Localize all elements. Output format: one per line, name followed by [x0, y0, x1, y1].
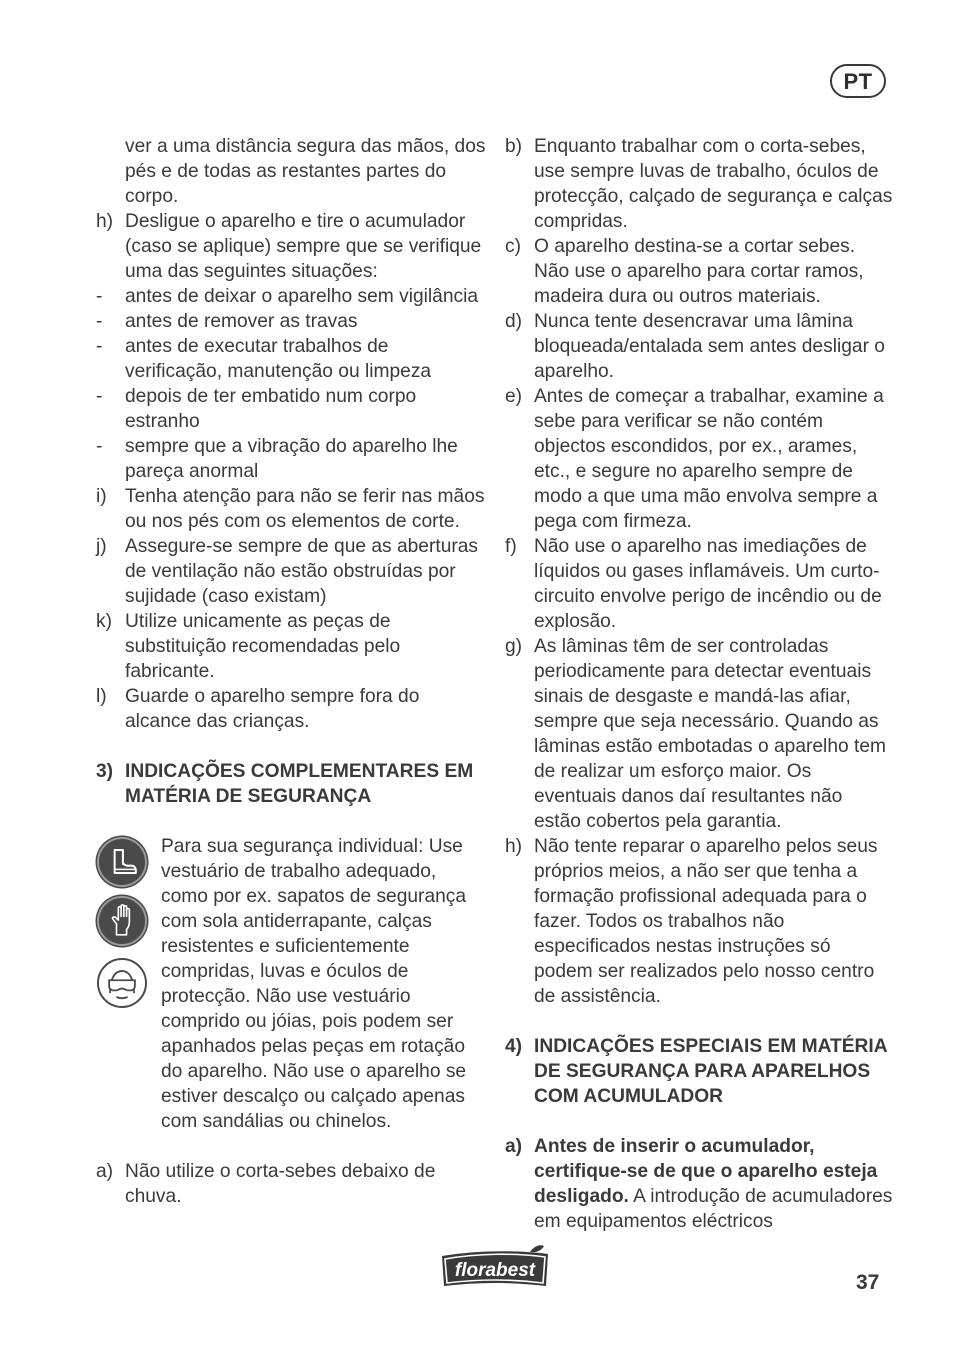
list-text: Guarde o aparelho sempre fora do alcance das crianças. [125, 686, 420, 732]
list-text: Tenha atenção para não se ferir nas mãos ou nos pés com os elementos de corte. [125, 486, 485, 532]
section-number: 3) [96, 761, 114, 782]
safety-goggles-icon [97, 958, 147, 1008]
list-item-e [505, 384, 893, 534]
list-text: Assegure-se sempre de que as aberturas de ventilação não estão obstruídas por sujidade (caso existam) [125, 536, 479, 607]
list-label: i) [96, 486, 107, 507]
list-text: Desligue o aparelho e tire o acumulador (caso se aplique) sempre que se verifique uma das seguintes situações: [125, 211, 482, 282]
list-item-i [96, 484, 486, 534]
bullet-dash: - [96, 336, 103, 357]
bullet-text: depois de ter embatido num corpo estranho [125, 386, 417, 432]
list-text: Não use o aparelho nas imediações de líquidos ou gases inflamáveis. Um curto-circuito envolve perigo de incêndio ou de explosão. [534, 536, 882, 632]
bullet-text: antes de executar trabalhos de verificação, manutenção ou limpeza [125, 336, 432, 382]
list-item-f [505, 534, 893, 634]
brand-name: florabest [454, 1260, 536, 1281]
list-item-b [505, 134, 893, 234]
list-item-a [96, 1159, 486, 1209]
bullet-dash: - [96, 311, 103, 332]
list-label: a) [96, 1161, 114, 1182]
list-label: g) [505, 636, 523, 657]
list-item-j [96, 534, 486, 609]
section-number: 4) [505, 1036, 523, 1057]
list-label: c) [505, 236, 521, 257]
list-item-d [505, 309, 893, 384]
list-text: Não tente reparar o aparelho pelos seus próprios meios, a não ser que tenha a formação profissional adequada para o fazer. Todos os trabalhos não especificados nestas instruções só podem ser realizados pelo nosso centro de assistência. [534, 836, 878, 1007]
bullet-item [96, 309, 486, 334]
bullet-text: antes de remover as travas [125, 311, 358, 332]
bullet-text: antes de deixar o aparelho sem vigilância [125, 286, 479, 307]
list-label: j) [96, 536, 107, 557]
continued-paragraph: ver a uma distância segura das mãos, dos pés e de todas as restantes partes do corpo. [125, 136, 486, 207]
bullet-text: sempre que a vibração do aparelho lhe pareça anormal [125, 436, 458, 482]
protective-gloves-icon [97, 896, 147, 946]
ppe-block [96, 834, 486, 1134]
bullet-dash: - [96, 386, 103, 407]
list-item-h [505, 834, 893, 1009]
list-text: Não utilize o corta-sebes debaixo de chuva. [125, 1161, 436, 1207]
body-text: A introdução de acumuladores em equipamentos eléctricos [534, 1186, 893, 1232]
list-label: e) [505, 386, 523, 407]
emphasis-text: Antes de inserir o acumulador, certifique-se de que o aparelho esteja desligado. [534, 1136, 878, 1207]
bullet-item [96, 334, 486, 384]
list-text [534, 1134, 893, 1234]
bullet-dash: - [96, 286, 103, 307]
list-label: a) [505, 1136, 523, 1157]
page-number: 37 [856, 1271, 880, 1294]
right-column [505, 134, 893, 1234]
bullet-dash: - [96, 436, 103, 457]
florabest-logo [438, 1244, 552, 1290]
list-text: Utilize unicamente as peças de substituição recomendadas pelo fabricante. [125, 611, 401, 682]
section-3-heading [96, 759, 486, 809]
list-label: h) [505, 836, 523, 857]
list-item-h [96, 209, 486, 284]
section-title: INDICAÇÕES COMPLEMENTARES EM MATÉRIA DE SEGURANÇA [125, 761, 474, 807]
list-label: h) [96, 211, 114, 232]
language-badge: PT [830, 64, 886, 98]
list-text: Nunca tente desencravar uma lâmina bloqueada/entalada sem antes desligar o aparelho. [534, 311, 885, 382]
section-4-heading [505, 1034, 893, 1109]
list-item-k [96, 609, 486, 684]
list-item-l [96, 684, 486, 734]
list-label: d) [505, 311, 523, 332]
list-item-g [505, 634, 893, 834]
list-item-a [505, 1134, 893, 1234]
ppe-icon-column [96, 834, 161, 1134]
list-label: f) [505, 536, 517, 557]
list-text: As lâminas têm de ser controladas periodicamente para detectar eventuais sinais de desgaste e mandá-las afiar, sempre que seja necessário. Quando as lâminas estão embotadas o aparelho tem de realizar um esforço maior. Os eventuais danos daí resultantes não estão cobertos pela garantia. [534, 636, 886, 832]
list-label: b) [505, 136, 523, 157]
left-column [96, 134, 486, 1209]
list-text: O aparelho destina-se a cortar sebes. Não use o aparelho para cortar ramos, madeira dura ou outros materiais. [534, 236, 864, 307]
list-label: l) [96, 686, 107, 707]
list-label: k) [96, 611, 112, 632]
section-title: INDICAÇÕES ESPECIAIS EM MATÉRIA DE SEGURANÇA PARA APARELHOS COM ACUMULADOR [534, 1036, 887, 1107]
ppe-paragraph: Para sua segurança individual: Use vestuário de trabalho adequado, como por ex. sapatos de segurança com sola antiderrapante, calças resistentes e suficientemente compridas, luvas e óculos de protecção. Não use vestuário comprido ou jóias, pois podem ser apanhados pelas peças em rotação do aparelho. Não use o aparelho se estiver descalço ou calçado apenas com sandálias ou chinelos. [161, 836, 467, 1132]
bullet-item [96, 384, 486, 434]
list-item-c [505, 234, 893, 309]
safety-boots-icon [97, 837, 147, 887]
bullet-item [96, 434, 486, 484]
list-text: Enquanto trabalhar com o corta-sebes, use sempre luvas de trabalho, óculos de protecção, calçado de segurança e calças compridas. [534, 136, 893, 232]
bullet-item [96, 284, 486, 309]
list-text: Antes de começar a trabalhar, examine a sebe para verificar se não contém objectos escondidos, por ex., arames, etc., e segure no aparelho sempre de modo a que uma mão envolva sempre a pega com firmeza. [534, 386, 884, 532]
